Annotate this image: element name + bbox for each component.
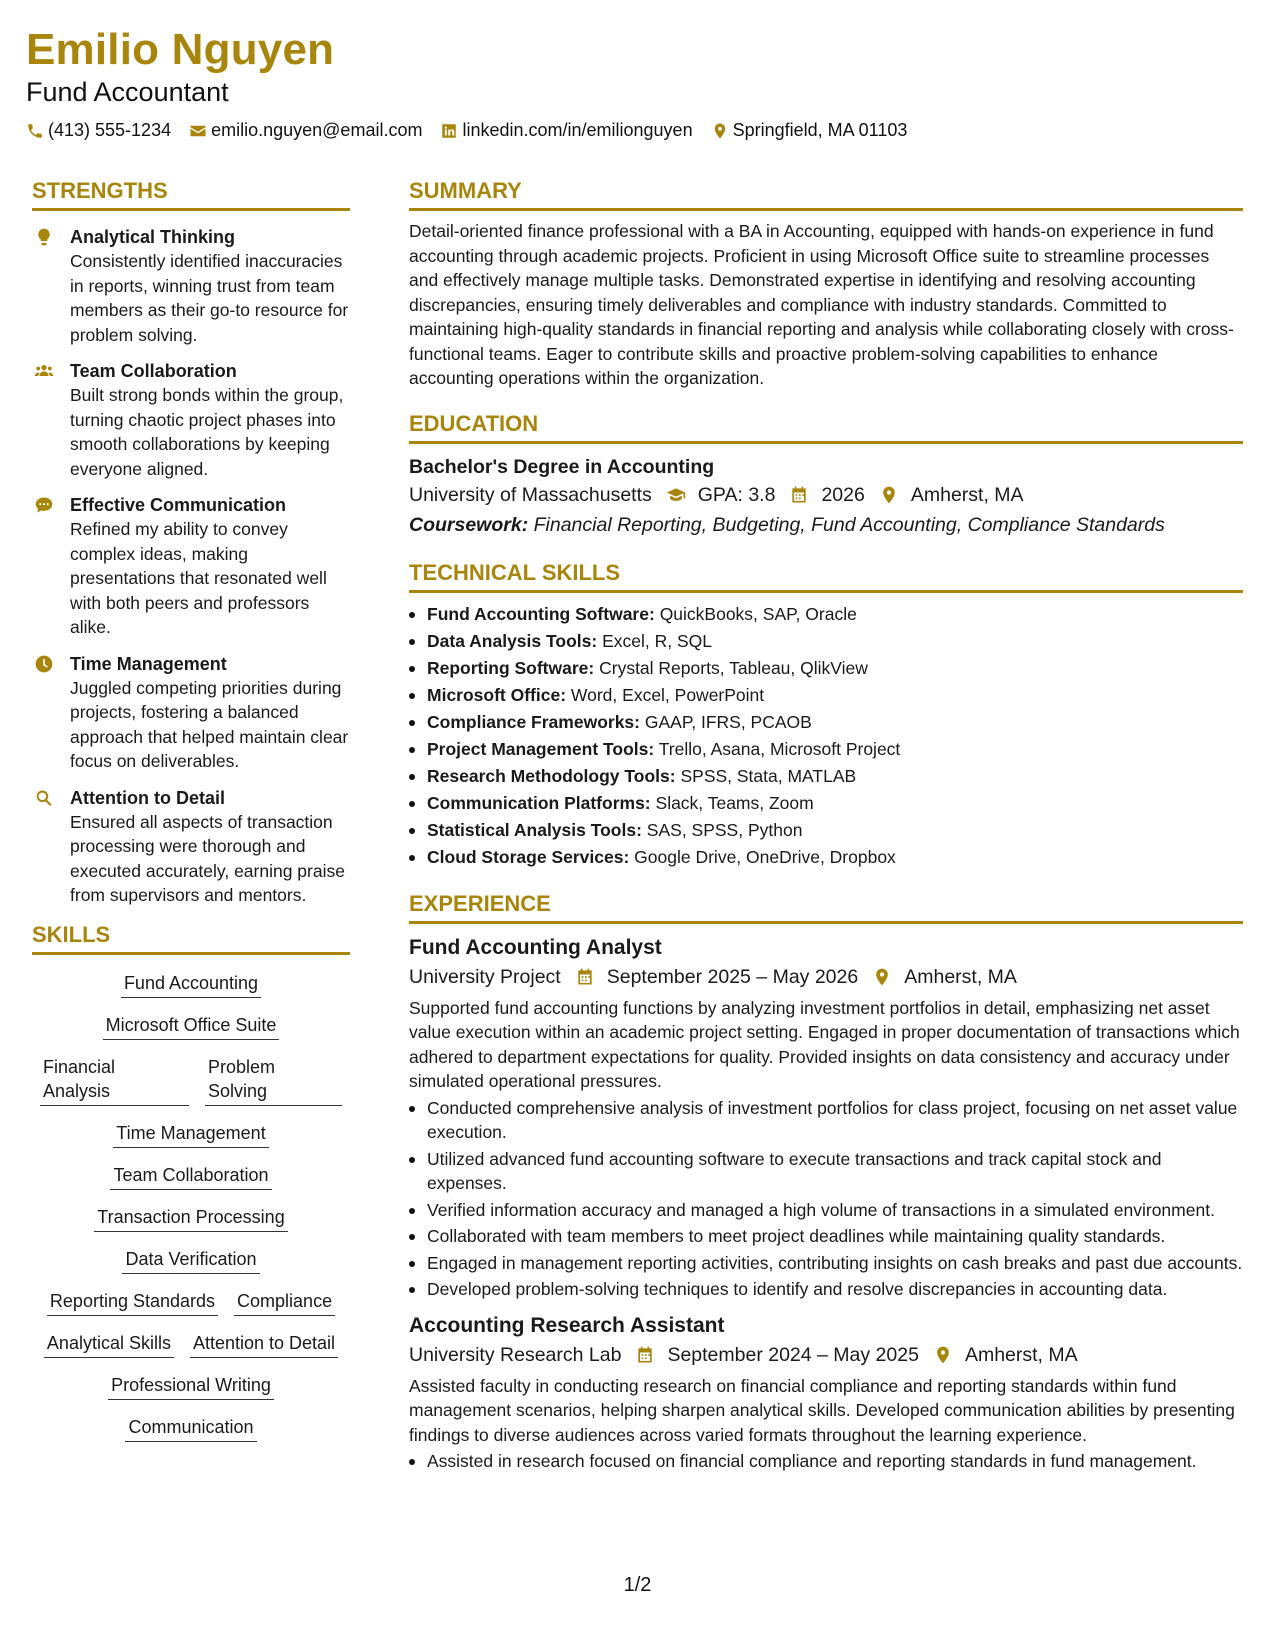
envelope-icon: [189, 122, 207, 140]
skills-heading: SKILLS: [32, 920, 350, 955]
lightbulb-icon: [34, 227, 54, 247]
strength-desc: Refined my ability to convey complex ideas, making presentations that resonated well with both peers and professors alike.: [70, 519, 327, 637]
strength-desc: Ensured all aspects of transaction processing were thorough and executed accurately, earning praise from supervisors and mentors.: [70, 811, 345, 905]
skill-tag: Fund Accounting: [121, 971, 261, 998]
coursework: Coursework: Financial Reporting, Budgeting, Fund Accounting, Compliance Standards: [409, 513, 1165, 536]
skill-tag: Transaction Processing: [94, 1205, 287, 1232]
strength-item: [32, 493, 350, 640]
list-item: Engaged in management reporting activities, contributing insights on cash breaks and past due accounts.: [409, 1251, 1243, 1276]
list-item: Conducted comprehensive analysis of investment portfolios for class project, focusing on net asset value execution.: [409, 1096, 1243, 1145]
skill-tag: Time Management: [113, 1121, 268, 1148]
calendar-icon: [789, 485, 809, 505]
strengths-list: [32, 225, 350, 908]
education-heading: EDUCATION: [409, 409, 1243, 444]
map-pin-icon: [711, 122, 729, 140]
job-dates: September 2024 – May 2025: [635, 1340, 919, 1370]
list-item: Developed problem-solving techniques to identify and resolve discrepancies in accounting data.: [409, 1277, 1243, 1302]
skill-tag: Reporting Standards: [47, 1289, 218, 1316]
skill-tag: Data Verification: [122, 1247, 259, 1274]
job-bullets: [409, 1449, 1243, 1474]
list-item: Data Analysis Tools: Excel, R, SQL: [409, 628, 1243, 655]
list-item: Verified information accuracy and managed a high volume of transactions in a simulated environment.: [409, 1198, 1243, 1223]
page-number: 1/2: [623, 1574, 652, 1596]
skill-tag: Professional Writing: [108, 1373, 274, 1400]
grad-year: 2026: [789, 480, 864, 510]
list-item: Collaborated with team members to meet project deadlines while maintaining quality standards.: [409, 1224, 1243, 1249]
strength-item: [32, 786, 350, 908]
contact-email[interactable]: [189, 120, 422, 141]
location-text: Springfield, MA 01103: [732, 120, 908, 140]
phone-text: (413) 555-1234: [48, 120, 172, 140]
map-pin-icon: [879, 485, 899, 505]
job-location: Amherst, MA: [933, 1340, 1078, 1370]
job-description: Assisted faculty in conducting research on financial compliance and reporting standards within fund management scenarios, helping sharpen analytical skills. Developed communication abilities by presenting findings to diverse audiences across varied formats throughout the learning experience.: [409, 1375, 1235, 1445]
contact-row: [26, 120, 1249, 141]
skill-tag: Attention to Detail: [190, 1331, 338, 1358]
gpa: GPA: 3.8: [666, 480, 776, 510]
experience-section: [409, 889, 1243, 1474]
school-location: Amherst, MA: [879, 480, 1024, 510]
job-description: Supported fund accounting functions by analyzing investment portfolios in detail, emphasizing net asset value execution within an academic project setting. Engaged in proper documentation of transactions which adhered to department expectations for quality. Provided insights on data consistency and accuracy under simulated operational pressures.: [409, 997, 1240, 1091]
experience-heading: EXPERIENCE: [409, 889, 1243, 924]
job-location: Amherst, MA: [872, 962, 1017, 992]
job-meta: [409, 962, 1243, 992]
job-title: Fund Accounting Analyst: [409, 935, 662, 959]
list-item: Statistical Analysis Tools: SAS, SPSS, Python: [409, 817, 1243, 844]
strength-title: Attention to Detail: [70, 787, 225, 808]
skill-tag: Compliance: [234, 1289, 335, 1316]
job-title: Accounting Research Assistant: [409, 1313, 725, 1337]
skills-tags: [32, 971, 350, 1457]
strength-item: [32, 652, 350, 774]
skill-tag: Team Collaboration: [110, 1163, 271, 1190]
list-item: Research Methodology Tools: SPSS, Stata, MATLAB: [409, 763, 1243, 790]
skills-section: [32, 920, 350, 1457]
job-org: University Project: [409, 965, 561, 988]
degree-title: Bachelor's Degree in Accounting: [409, 455, 715, 478]
users-icon: [34, 361, 54, 381]
phone-icon: [26, 122, 44, 140]
skill-tag: Communication: [125, 1415, 256, 1442]
calendar-icon: [575, 967, 595, 987]
job-org: University Research Lab: [409, 1343, 622, 1366]
list-item: Project Management Tools: Trello, Asana, Microsoft Project: [409, 736, 1243, 763]
contact-linkedin[interactable]: [440, 120, 692, 141]
calendar-icon: [635, 1345, 655, 1365]
strength-desc: Built strong bonds within the group, turning chaotic project phases into smooth collaborations by keeping everyone aligned.: [70, 385, 344, 479]
list-item: Compliance Frameworks: GAAP, IFRS, PCAOB: [409, 709, 1243, 736]
list-item: Assisted in research focused on financial compliance and reporting standards in fund management.: [409, 1449, 1243, 1474]
contact-location: [711, 120, 908, 141]
job-entry: [409, 934, 1243, 1302]
list-item: Reporting Software: Crystal Reports, Tableau, QlikView: [409, 655, 1243, 682]
list-item: Cloud Storage Services: Google Drive, OneDrive, Dropbox: [409, 844, 1243, 871]
education-meta: [409, 480, 1243, 510]
strength-title: Time Management: [70, 653, 227, 674]
strength-item: [32, 359, 350, 481]
summary-section: [409, 176, 1243, 391]
technical-skills-section: [409, 558, 1243, 871]
skill-tag: Microsoft Office Suite: [103, 1013, 280, 1040]
contact-phone[interactable]: [26, 120, 171, 141]
search-icon: [34, 788, 54, 808]
education-section: [409, 409, 1243, 540]
right-column: [409, 176, 1243, 1476]
linkedin-icon: [440, 122, 458, 140]
clock-icon: [34, 654, 54, 674]
list-item: Utilized advanced fund accounting software to execute transactions and track capital stock and expenses.: [409, 1147, 1243, 1196]
email-text: emilio.nguyen@email.com: [211, 120, 423, 140]
candidate-title: Fund Accountant: [26, 77, 229, 107]
strength-item: [32, 225, 350, 347]
technical-skills-list: [409, 601, 1243, 871]
list-item: Fund Accounting Software: QuickBooks, SAP, Oracle: [409, 601, 1243, 628]
list-item: Microsoft Office: Word, Excel, PowerPoint: [409, 682, 1243, 709]
list-item: Communication Platforms: Slack, Teams, Zoom: [409, 790, 1243, 817]
job-bullets: [409, 1096, 1243, 1302]
job-dates: September 2025 – May 2026: [575, 962, 859, 992]
summary-text: Detail-oriented finance professional with a BA in Accounting, equipped with hands-on experience in fund accounting through academic projects. Proficient in using Microsoft Office suite to streamline processes and effectively manage multiple tasks. Demonstrated expertise in identifying and resolving accounting discrepancies, ensuring timely deliverables and compliance with industry standards. Committed to maintaining high-quality standards in financial reporting and analysis while collaborating closely with cross-functional teams. Eager to contribute skills and proactive problem-solving capabilities to enhance accounting operations within the organization.: [409, 221, 1234, 388]
candidate-name: Emilio Nguyen: [26, 25, 335, 74]
summary-heading: SUMMARY: [409, 176, 1243, 211]
strengths-heading: STRENGTHS: [32, 176, 350, 211]
strength-title: Effective Communication: [70, 495, 287, 515]
strength-title: Analytical Thinking: [70, 227, 236, 247]
school-name: University of Massachusetts: [409, 483, 652, 506]
strength-title: Team Collaboration: [70, 361, 237, 381]
left-column: [32, 176, 350, 1457]
resume-header: [26, 24, 1249, 141]
skill-tag: Problem Solving: [205, 1055, 342, 1106]
comment-icon: [34, 495, 54, 515]
job-meta: [409, 1340, 1243, 1370]
job-entry: [409, 1312, 1243, 1474]
strength-desc: Consistently identified inaccuracies in reports, winning trust from team members as their go-to resource for problem solving.: [70, 251, 349, 345]
technical-skills-heading: TECHNICAL SKILLS: [409, 558, 1243, 593]
graduation-cap-icon: [666, 485, 686, 505]
linkedin-text: linkedin.com/in/emilionguyen: [462, 120, 693, 140]
map-pin-icon: [933, 1345, 953, 1365]
map-pin-icon: [872, 967, 892, 987]
skill-tag: Analytical Skills: [44, 1331, 174, 1358]
strength-desc: Juggled competing priorities during projects, fostering a balanced approach that helped maintain clear focus on deliverables.: [70, 677, 349, 771]
skill-tag: Financial Analysis: [40, 1055, 189, 1106]
